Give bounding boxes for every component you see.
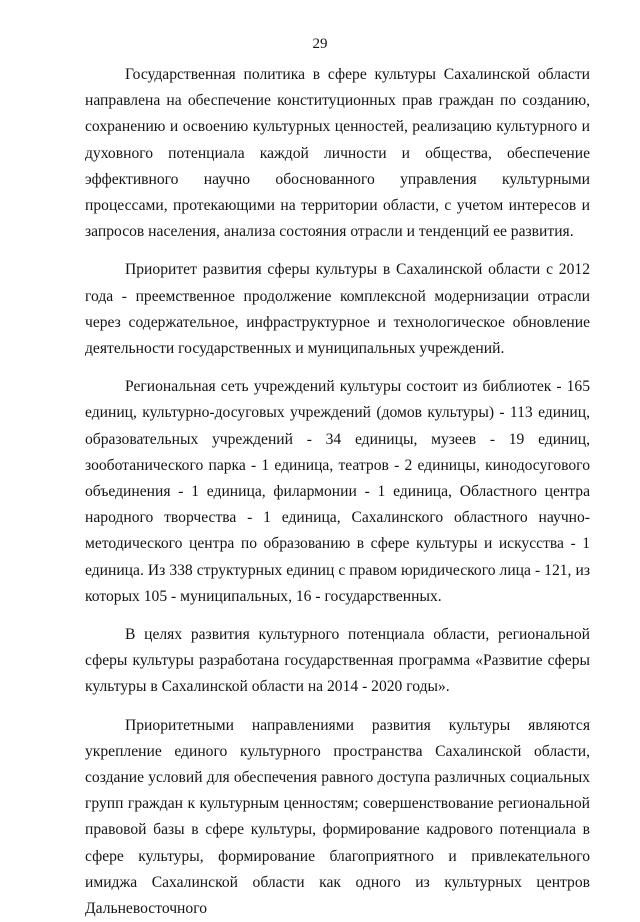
document-body [85, 62, 590, 922]
paragraph-priority-directions: Приоритетными направлениями развития культуры являются укрепление единого культурного пространства Сахалинской области, создание условий для обеспечения равного доступа различных социальных групп граждан к культурным ценностям; совершенствование региональной правовой базы в сфере культуры, формирование кадрового потенциала в сфере культуры, формирование благоприятного и привлекательного имиджа Сахалинской области как одного из культурных центров Дальневосточного [85, 716, 590, 918]
paragraph-cultural-policy: Государственная политика в сфере культуры Сахалинской области направлена на обеспечение конституционных прав граждан по созданию, сохранению и освоению культурных ценностей, реализацию культурного и духовного потенциала каждой личности и общества, обеспечение эффективного научно обоснованного управления культурными процессами, протекающими на территории области, с учетом интересов и запросов населения, анализа состояния отрасли и тенденций ее развития. [85, 66, 590, 241]
paragraph-state-program: В целях развития культурного потенциала области, региональной сферы культуры разработана государственная программа «Развитие сферы культуры в Сахалинской области на 2014 - 2020 годы». [85, 626, 590, 696]
paragraph-priority-development: Приоритет развития сферы культуры в Сахалинской области с 2012 года - преемственное продолжение комплексной модернизации отрасли через содержательное, инфраструктурное и технологическое обновление деятельности государственных и муниципальных учреждений. [85, 261, 590, 358]
page-number: 29 [312, 36, 328, 52]
paragraph-regional-network: Региональная сеть учреждений культуры состоит из библиотек - 165 единиц, культурно-досуговых учреждений (домов культуры) - 113 единиц, образовательных учреждений - 34 единицы, музеев - 19 единиц, зооботанического парка - 1 единица, театров - 2 единицы, кинодосугового объединения - 1 единица, филармонии - 1 единица, Областного центра народного творчества - 1 единица, Сахалинского областного научно-методического центра по образованию в сфере культуры и искусства - 1 единица. Из 338 структурных единиц с правом юридического лица - 121, из которых 105 - муниципальных, 16 - государственных. [85, 378, 590, 605]
